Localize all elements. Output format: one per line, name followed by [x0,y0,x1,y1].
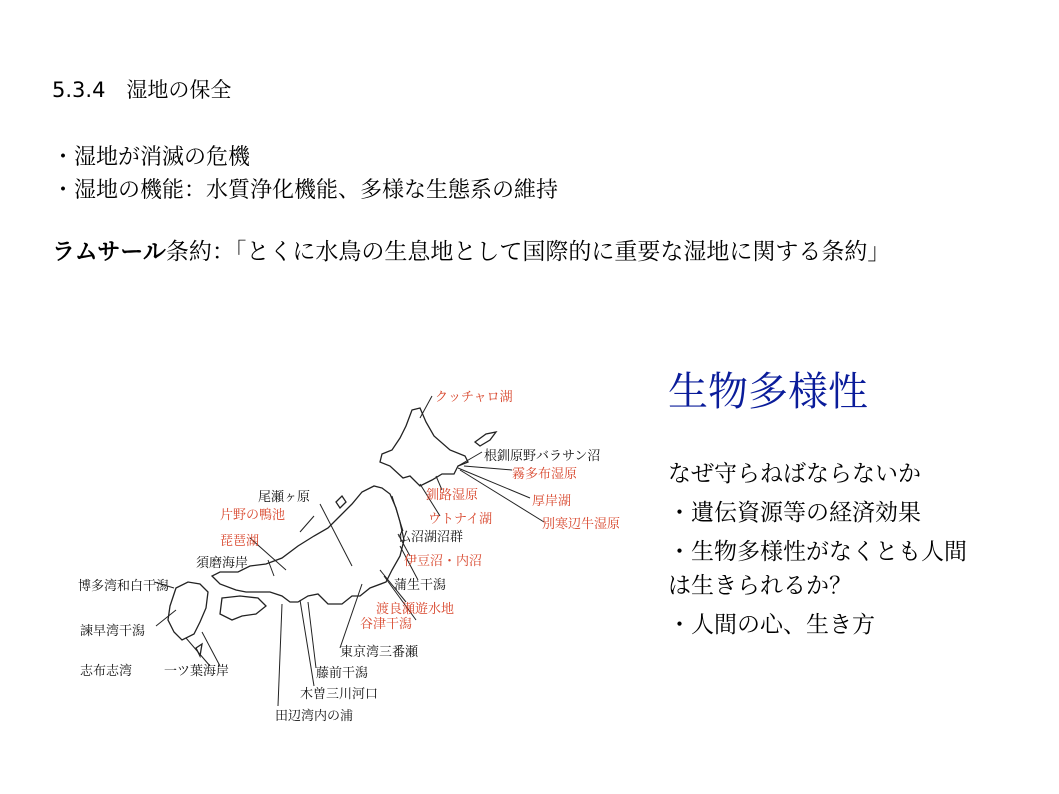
label-kiso: 木曽三川河口 [300,687,379,702]
label-hakata: 博多湾和白干潟 [78,579,170,594]
label-akkeshi: 厚岸湖 [532,494,572,509]
label-izunuma: 伊豆沼・内沼 [404,554,483,569]
label-hitotsuba: 一ツ葉海岸 [164,664,230,679]
label-shibushi: 志布志湾 [80,664,133,679]
label-tokyo: 東京湾三番瀬 [340,645,419,660]
biodiversity-heading: 生物多様性 [668,369,868,415]
bullet-without-biodiversity: ・生物多様性がなくとも人間 [668,539,967,565]
biodiversity-question: なぜ守らねばならないか [668,461,921,487]
label-bekkanbeushi: 別寒辺牛湿原 [542,517,621,532]
label-kutcharo: クッチャロ湖 [435,390,513,405]
label-yatsu: 谷津干潟 [360,617,413,632]
label-isahaya: 諫早湾干潟 [80,624,146,639]
label-kiritappu: 霧多布湿原 [512,467,578,482]
label-fujimae: 藤前干潟 [316,666,369,681]
label-nemuro: 根釧原野バラサン沼 [484,449,601,464]
bullet-without-biodiversity-cont: は生きられるか？ [668,573,852,599]
label-utonai: ウトナイ湖 [428,512,493,527]
hokkaido-outline [380,408,468,486]
kunashiri-outline [475,432,496,446]
bullet-wetland-functions: ・湿地の機能：水質浄化機能、多様な生態系の維持 [52,178,559,203]
label-kushiro: 釧路湿原 [426,488,479,503]
label-sumaura: 須磨海岸 [196,556,249,571]
bullet-wetland-crisis: ・湿地が消滅の危機 [52,145,251,170]
bullet-economic-effect: ・遺伝資源等の経済効果 [668,500,921,526]
label-katano: 片野の鴨池 [220,508,286,523]
ramsar-text: 条約：「とくに水鳥の生息地として国際的に重要な湿地に関する条約」 [165,239,891,265]
ramsar-definition [52,236,1007,268]
section-title: 5.3.4 湿地の保全 [52,78,232,102]
bullet-human-mind: ・人間の心、生き方 [668,612,875,638]
label-watarase: 渡良瀬遊水地 [376,602,455,617]
shikoku-outline [220,596,266,620]
label-gamo: 蒲生干潟 [394,578,447,593]
label-biwako: 琵琶湖 [220,534,260,549]
ramsar-name: ラムサール [52,239,166,265]
label-oze: 尾瀬ヶ原 [258,490,311,505]
label-tanabe: 田辺湾内の浦 [275,709,354,724]
label-hotoke: 仏沼湖沼群 [398,530,464,545]
sado-outline [336,496,346,508]
